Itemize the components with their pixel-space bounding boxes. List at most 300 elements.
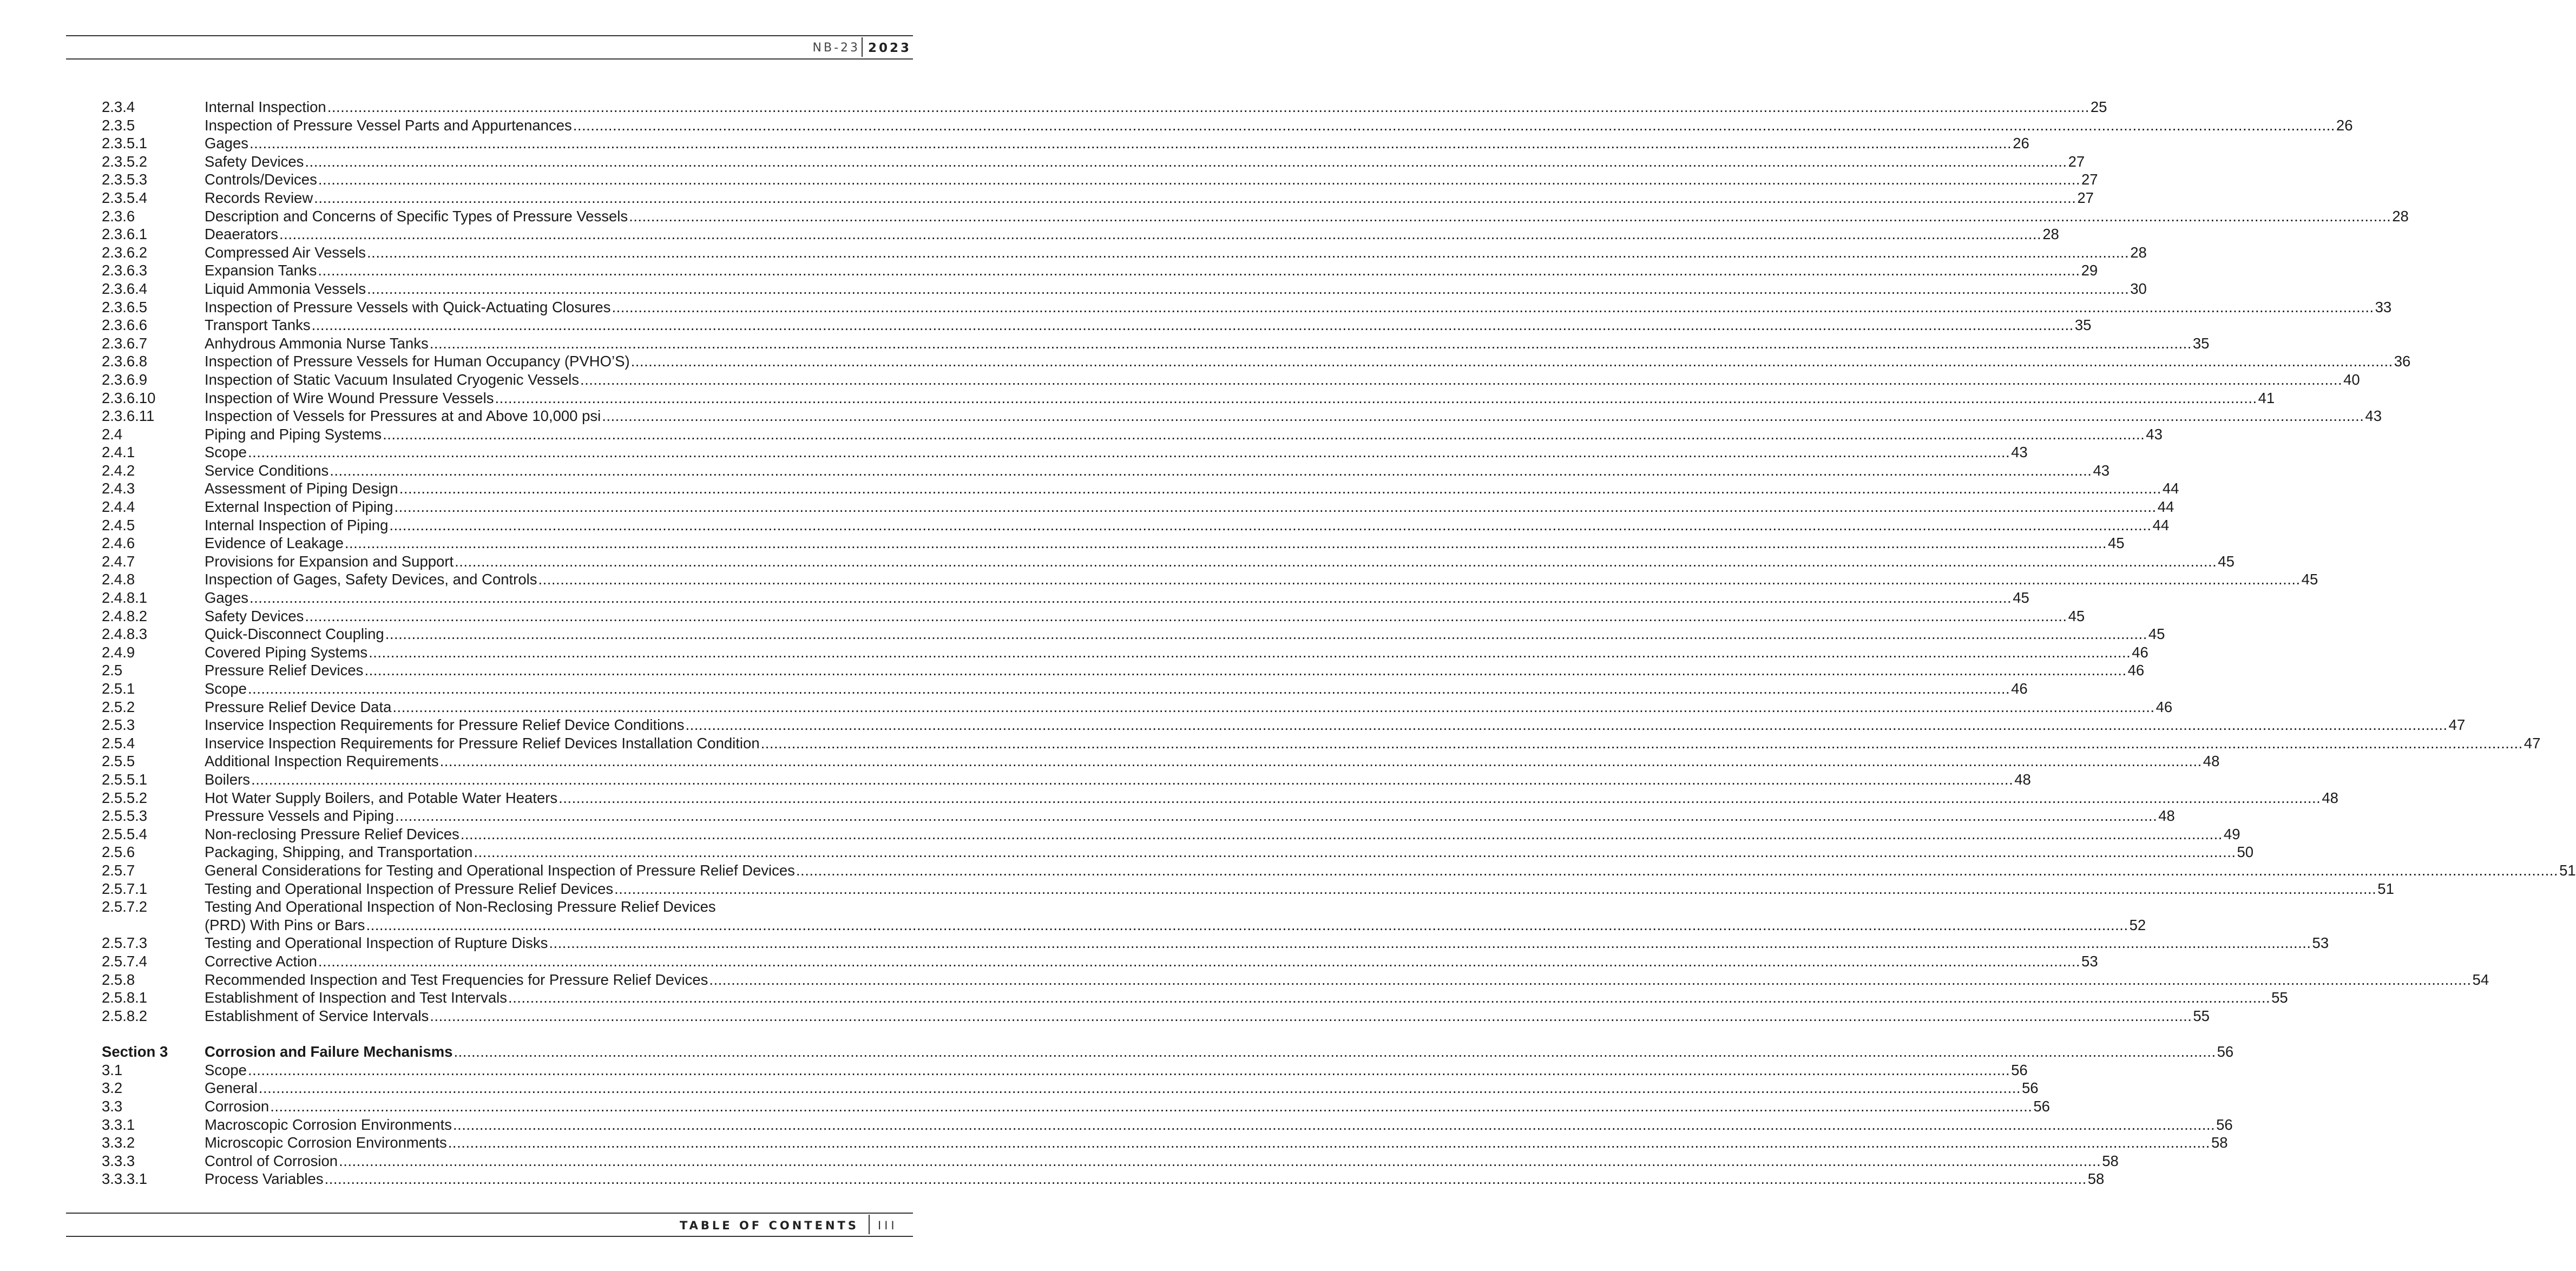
- toc-entry-number: 2.3.6.11: [102, 407, 155, 425]
- toc-entry-title-wrap: [205, 189, 2094, 207]
- toc-entry-page: 43: [2011, 444, 2028, 461]
- toc-entry[interactable]: [102, 734, 2541, 753]
- document-code: NB-23: [812, 41, 860, 55]
- toc-entry[interactable]: [102, 898, 2146, 934]
- toc-leader-dots: ................................................................................................................................................................................................................................................................................................................................................................................................................: [247, 444, 2010, 461]
- toc-entry-title-wrap: [205, 352, 2411, 371]
- toc-entry-page: 27: [2077, 189, 2094, 206]
- toc-entry-number: 2.3.6.3: [102, 262, 148, 279]
- toc-entry-page: 45: [2148, 625, 2165, 643]
- toc-entry-title-wrap: [205, 462, 2110, 480]
- toc-leader-dots: ................................................................................................................................................................................................................................................................................................................................................................................................................: [318, 262, 2080, 279]
- footer-separator: [869, 1215, 870, 1234]
- toc-entry[interactable]: [102, 98, 2107, 116]
- toc-entry-title: Gages: [205, 589, 249, 607]
- header-separator: [862, 37, 863, 57]
- toc-entry[interactable]: [102, 371, 2360, 389]
- toc-entry-title-wrap: [205, 98, 2107, 116]
- toc-entry[interactable]: [102, 752, 2220, 770]
- toc-entry-number: 2.5.8: [102, 971, 135, 988]
- toc-entry[interactable]: [102, 243, 2147, 262]
- toc-entry-title: Compressed Air Vessels: [205, 243, 366, 261]
- toc-entry-title: Internal Inspection of Piping: [205, 516, 389, 534]
- toc-entry-title-wrap: [205, 134, 2029, 153]
- toc-entry-page: 26: [2336, 116, 2353, 134]
- toc-leader-dots: ................................................................................................................................................................................................................................................................................................................................................................................................................: [538, 571, 2301, 588]
- table-of-contents: [102, 98, 2576, 1188]
- toc-entry[interactable]: [102, 534, 2125, 552]
- toc-entry[interactable]: [102, 225, 2059, 243]
- toc-entry[interactable]: [102, 825, 2240, 844]
- toc-entry-title: Scope: [205, 444, 247, 461]
- toc-entry[interactable]: [102, 498, 2174, 516]
- toc-entry-title-wrap: [205, 425, 2163, 444]
- toc-entry-title: Inspection of Gages, Safety Devices, and Controls: [205, 571, 537, 588]
- toc-entry-page: 46: [2127, 662, 2145, 679]
- toc-entry-number: 2.5.5: [102, 753, 135, 770]
- toc-entry-title: Piping and Piping Systems: [205, 425, 382, 443]
- toc-entry-title-wrap: [205, 516, 2170, 535]
- toc-entry-title: Service Conditions: [205, 462, 329, 479]
- toc-entry[interactable]: [102, 570, 2318, 589]
- toc-entry-title: Safety Devices: [205, 607, 304, 624]
- toc-leader-dots: ................................................................................................................................................................................................................................................................................................................................................................................................................: [612, 298, 2374, 315]
- toc-entry-number: 2.4.8.3: [102, 625, 148, 643]
- toc-entry-number: 3.1: [102, 1061, 123, 1078]
- toc-entry-title-wrap: [205, 116, 2353, 135]
- toc-entry-title: Assessment of Piping Design: [205, 480, 398, 497]
- toc-entry-page: 25: [2090, 98, 2107, 115]
- toc-leader-dots: ................................................................................................................................................................................................................................................................................................................................................................................................................: [392, 698, 2155, 715]
- toc-leader-dots: ................................................................................................................................................................................................................................................................................................................................................................................................................: [270, 1098, 2033, 1115]
- toc-entry-number: 3.3.3: [102, 1152, 135, 1169]
- toc-entry[interactable]: [102, 389, 2275, 407]
- toc-entry-title: Scope: [205, 680, 247, 697]
- toc-entry-page: 40: [2343, 371, 2360, 388]
- toc-entry[interactable]: [102, 407, 2382, 425]
- toc-leader-dots: ................................................................................................................................................................................................................................................................................................................................................................................................................: [508, 989, 2271, 1006]
- toc-entry-number: 2.5.1: [102, 680, 135, 697]
- toc-entry-page: 28: [2042, 226, 2059, 243]
- toc-leader-dots: ................................................................................................................................................................................................................................................................................................................................................................................................................: [399, 480, 2161, 497]
- toc-entry-number: 3.3.1: [102, 1116, 135, 1133]
- toc-entry-title: Anhydrous Ammonia Nurse Tanks: [205, 334, 429, 352]
- toc-leader-dots: ................................................................................................................................................................................................................................................................................................................................................................................................................: [258, 1079, 2021, 1097]
- toc-entry[interactable]: [102, 1152, 2119, 1170]
- toc-entry-title-wrap: [205, 661, 2145, 680]
- toc-leader-dots: ................................................................................................................................................................................................................................................................................................................................................................................................................: [318, 171, 2081, 188]
- toc-entry-page: 26: [2013, 135, 2029, 152]
- toc-entry-title: Inspection of Pressure Vessels with Quick-Actuating Closures: [205, 298, 611, 315]
- toc-entry-number: 2.4.8.2: [102, 607, 148, 624]
- toc-entry-page: 56: [2216, 1116, 2233, 1133]
- toc-entry-page: 45: [2108, 535, 2125, 552]
- toc-entry-page: 27: [2081, 171, 2098, 188]
- toc-entry-number: 2.5.7.4: [102, 952, 148, 970]
- toc-leader-dots: ................................................................................................................................................................................................................................................................................................................................................................................................................: [455, 552, 2217, 570]
- toc-entry-title-wrap: [205, 752, 2220, 770]
- toc-entry[interactable]: [102, 261, 2098, 280]
- toc-entry-title: Inspection of Vessels for Pressures at and Above 10,000 psi: [205, 407, 601, 425]
- toc-leader-dots: ................................................................................................................................................................................................................................................................................................................................................................................................................: [389, 516, 2152, 534]
- toc-entry-title: Safety Devices: [205, 153, 304, 170]
- toc-entry-title-wrap: [205, 534, 2125, 552]
- footer-label: TABLE OF CONTENTS: [679, 1219, 859, 1232]
- toc-entry-title: Corrosion: [205, 1098, 270, 1115]
- toc-entry-title-wrap: [205, 1152, 2119, 1170]
- toc-entry-title-wrap: [205, 1116, 2233, 1134]
- footer-rule-bottom: [66, 1236, 913, 1237]
- toc-entry-title: Liquid Ammonia Vessels: [205, 280, 366, 297]
- toc-entry-title-wrap: [205, 698, 2173, 716]
- toc-entry-title-wrap: [205, 643, 2148, 662]
- toc-entry-page: 45: [2301, 571, 2318, 588]
- toc-entry-title: Non-reclosing Pressure Relief Devices: [205, 825, 459, 842]
- toc-leader-dots: ................................................................................................................................................................................................................................................................................................................................................................................................................: [249, 589, 2012, 607]
- toc-leader-dots: ................................................................................................................................................................................................................................................................................................................................................................................................................: [430, 1007, 2192, 1024]
- toc-leader-dots: ................................................................................................................................................................................................................................................................................................................................................................................................................: [454, 1043, 2216, 1061]
- toc-entry[interactable]: [102, 479, 2179, 498]
- toc-entry-title-wrap: [205, 625, 2165, 643]
- toc-entry-page: 50: [2237, 844, 2254, 861]
- toc-entry-page: 51: [2377, 880, 2394, 897]
- toc-leader-dots: ................................................................................................................................................................................................................................................................................................................................................................................................................: [573, 116, 2335, 134]
- toc-leader-dots: ................................................................................................................................................................................................................................................................................................................................................................................................................: [279, 226, 2042, 243]
- toc-entry[interactable]: [102, 1007, 2210, 1025]
- toc-entry[interactable]: [102, 680, 2028, 698]
- toc-entry-number: 2.4: [102, 425, 123, 443]
- toc-entry-number: 2.3.5.1: [102, 135, 148, 152]
- toc-entry[interactable]: [102, 770, 2031, 789]
- toc-entry-title: General Considerations for Testing and Operational Inspection of Pressure Relief Devices: [205, 861, 795, 879]
- header-rule-bottom: [66, 58, 913, 60]
- toc-entry-page: 33: [2375, 298, 2392, 315]
- toc-entry-number: 3.3: [102, 1098, 123, 1115]
- toc-leader-dots: ................................................................................................................................................................................................................................................................................................................................................................................................................: [251, 770, 2014, 788]
- toc-entry[interactable]: [102, 425, 2163, 444]
- toc-leader-dots: ................................................................................................................................................................................................................................................................................................................................................................................................................: [247, 680, 2010, 697]
- toc-entry-title-wrap: [205, 861, 2576, 880]
- toc-entry[interactable]: [102, 443, 2028, 462]
- toc-entry-number: 3.2: [102, 1079, 123, 1097]
- toc-entry-number: 2.4.1: [102, 444, 135, 461]
- toc-leader-dots: ................................................................................................................................................................................................................................................................................................................................................................................................................: [385, 625, 2147, 643]
- toc-entry-title-wrap: [205, 789, 2338, 807]
- toc-entry[interactable]: [102, 280, 2147, 298]
- toc-entry-number: 3.3.2: [102, 1134, 135, 1151]
- toc-entry[interactable]: [102, 334, 2210, 353]
- toc-entry-number: 2.3.6.7: [102, 334, 148, 352]
- toc-entry-title: Gages: [205, 135, 249, 152]
- toc-entry-title-wrap: [205, 334, 2210, 353]
- toc-entry-page: 55: [2271, 989, 2288, 1006]
- toc-entry-title-wrap: [205, 589, 2029, 607]
- toc-entry-title: Controls/Devices: [205, 171, 317, 188]
- toc-entry-title: Boilers: [205, 770, 251, 788]
- toc-entry[interactable]: [102, 661, 2145, 680]
- toc-entry-page: 45: [2218, 552, 2235, 570]
- toc-entry-title: Pressure Relief Devices: [205, 662, 364, 679]
- toc-entry[interactable]: [102, 1134, 2228, 1152]
- toc-leader-dots: ................................................................................................................................................................................................................................................................................................................................................................................................................: [369, 643, 2131, 661]
- toc-entry-title: Macroscopic Corrosion Environments: [205, 1116, 452, 1133]
- toc-entry-title-wrap: [205, 1079, 2039, 1097]
- toc-leader-dots: ................................................................................................................................................................................................................................................................................................................................................................................................................: [429, 334, 2192, 352]
- toc-entry[interactable]: [102, 934, 2329, 952]
- toc-leader-dots: ................................................................................................................................................................................................................................................................................................................................................................................................................: [474, 844, 2236, 861]
- toc-entry-page: 58: [2102, 1152, 2119, 1169]
- toc-leader-dots: ................................................................................................................................................................................................................................................................................................................................................................................................................: [344, 535, 2107, 552]
- toc-entry-title: General: [205, 1079, 258, 1097]
- toc-entry-title-wrap: [205, 734, 2541, 753]
- toc-entry-title: Establishment of Service Intervals: [205, 1007, 429, 1024]
- toc-entry-title: Internal Inspection: [205, 98, 326, 115]
- toc-entry[interactable]: [102, 1079, 2039, 1097]
- toc-entry-title-wrap: [205, 570, 2318, 589]
- toc-entry[interactable]: [102, 1061, 2028, 1079]
- toc-entry-title: Testing and Operational Inspection of Pressure Relief Devices: [205, 880, 614, 897]
- toc-entry-title-wrap: [205, 1170, 2105, 1188]
- toc-entry[interactable]: [102, 462, 2110, 480]
- toc-leader-dots: ................................................................................................................................................................................................................................................................................................................................................................................................................: [339, 1152, 2101, 1169]
- toc-entry-page: 43: [2365, 407, 2382, 425]
- toc-entry-title-wrap: [205, 153, 2085, 171]
- toc-entry-title-line2-wrap: [205, 916, 2146, 934]
- toc-entry-number: 2.5.7.3: [102, 934, 148, 952]
- toc-leader-dots: ................................................................................................................................................................................................................................................................................................................................................................................................................: [460, 825, 2223, 842]
- toc-entry-number: 2.3.5.3: [102, 171, 148, 188]
- toc-entry-title: Additional Inspection Requirements: [205, 753, 439, 770]
- toc-entry-page: 58: [2087, 1170, 2105, 1188]
- toc-leader-dots: ................................................................................................................................................................................................................................................................................................................................................................................................................: [452, 1116, 2216, 1133]
- toc-entry-number: 2.3.6.6: [102, 317, 148, 334]
- toc-leader-dots: ................................................................................................................................................................................................................................................................................................................................................................................................................: [249, 135, 2012, 152]
- toc-entry[interactable]: [102, 189, 2094, 207]
- toc-entry[interactable]: [102, 207, 2409, 226]
- toc-leader-dots: ................................................................................................................................................................................................................................................................................................................................................................................................................: [367, 280, 2130, 297]
- toc-leader-dots: ................................................................................................................................................................................................................................................................................................................................................................................................................: [305, 153, 2067, 170]
- toc-entry[interactable]: [102, 843, 2254, 861]
- toc-leader-dots: ................................................................................................................................................................................................................................................................................................................................................................................................................: [247, 1061, 2010, 1078]
- page-number: III: [878, 1219, 898, 1232]
- toc-entry-title: Packaging, Shipping, and Transportation: [205, 844, 473, 861]
- toc-entry[interactable]: [102, 298, 2392, 317]
- toc-entry-number: 2.5.3: [102, 716, 135, 734]
- toc-entry-number: 2.4.5: [102, 516, 135, 534]
- toc-leader-dots: ................................................................................................................................................................................................................................................................................................................................................................................................................: [580, 371, 2343, 388]
- toc-entry-title-wrap: [205, 770, 2031, 789]
- toc-entry-title-wrap: [205, 880, 2394, 898]
- toc-entry-number: 2.4.7: [102, 552, 135, 570]
- toc-entry[interactable]: [102, 589, 2029, 607]
- toc-entry-page: 27: [2068, 153, 2085, 170]
- toc-entry-title: Hot Water Supply Boilers, and Potable Water Heaters: [205, 789, 558, 806]
- toc-entry-title-wrap: [205, 298, 2392, 317]
- toc-entry-page: 46: [2156, 698, 2173, 715]
- toc-entry-title: Corrosion and Failure Mechanisms: [205, 1043, 453, 1061]
- toc-leader-dots: ................................................................................................................................................................................................................................................................................................................................................................................................................: [602, 407, 2364, 425]
- toc-entry-number: 2.5.8.2: [102, 1007, 148, 1024]
- toc-section-entry[interactable]: [102, 1043, 2234, 1061]
- toc-entry-page: 44: [2157, 498, 2174, 516]
- toc-entry-page: 45: [2013, 589, 2029, 607]
- toc-entry[interactable]: [102, 352, 2411, 371]
- toc-entry-title: Pressure Vessels and Piping: [205, 807, 395, 825]
- toc-entry[interactable]: [102, 134, 2029, 153]
- toc-entry[interactable]: [102, 971, 2489, 989]
- toc-entry-page: 55: [2193, 1007, 2210, 1024]
- toc-entry-page: 28: [2130, 243, 2147, 261]
- toc-entry-page: 54: [2472, 971, 2489, 988]
- toc-entry[interactable]: [102, 116, 2353, 135]
- toc-entry-title: Establishment of Inspection and Test Intervals: [205, 989, 507, 1006]
- toc-entry-title: Inspection of Pressure Vessel Parts and Appurtenances: [205, 116, 572, 134]
- toc-entry-number: 2.4.3: [102, 480, 135, 497]
- toc-entry-page: 47: [2524, 734, 2541, 752]
- toc-entry-title: External Inspection of Piping: [205, 498, 393, 516]
- toc-entry-title: Transport Tanks: [205, 317, 311, 334]
- toc-leader-dots: ................................................................................................................................................................................................................................................................................................................................................................................................................: [395, 807, 2158, 825]
- toc-entry-number: 2.3.6: [102, 207, 135, 225]
- toc-leader-dots: ................................................................................................................................................................................................................................................................................................................................................................................................................: [311, 317, 2074, 334]
- toc-leader-dots: ................................................................................................................................................................................................................................................................................................................................................................................................................: [709, 971, 2472, 988]
- toc-entry[interactable]: [102, 716, 2466, 734]
- toc-leader-dots: ................................................................................................................................................................................................................................................................................................................................................................................................................: [760, 734, 2523, 752]
- toc-entry-title-wrap: [205, 825, 2240, 844]
- toc-entry-number: 2.3.6.4: [102, 280, 148, 297]
- toc-entry-number: 2.3.6.8: [102, 353, 148, 370]
- toc-leader-dots: ................................................................................................................................................................................................................................................................................................................................................................................................................: [685, 716, 2448, 734]
- toc-entry-title-wrap: [205, 498, 2174, 516]
- toc-entry-title-wrap: [205, 952, 2098, 971]
- toc-entry-title: Scope: [205, 1061, 247, 1078]
- toc-entry[interactable]: [102, 516, 2170, 535]
- toc-entry-title: Description and Concerns of Specific Types of Pressure Vessels: [205, 207, 628, 225]
- toc-entry-page: 43: [2146, 425, 2163, 443]
- toc-entry-page: 48: [2158, 807, 2175, 825]
- toc-entry-page: 35: [2192, 334, 2210, 352]
- toc-entry-title-wrap: [205, 607, 2085, 625]
- toc-entry[interactable]: [102, 552, 2235, 571]
- toc-entry-title-continued: (PRD) With Pins or Bars: [205, 916, 365, 933]
- toc-entry-title: Testing and Operational Inspection of Rupture Disks: [205, 934, 548, 952]
- toc-entry-number: 2.4.9: [102, 643, 135, 661]
- toc-entry-number: 2.3.5: [102, 116, 135, 134]
- toc-entry-page: 52: [2129, 916, 2146, 933]
- toc-entry-page: 49: [2223, 825, 2240, 842]
- toc-entry-title-wrap: [205, 843, 2254, 861]
- toc-entry-page: 35: [2074, 317, 2092, 334]
- toc-entry[interactable]: [102, 861, 2576, 880]
- toc-entry[interactable]: [102, 153, 2085, 171]
- toc-entry-title: Inspection of Wire Wound Pressure Vessels: [205, 389, 494, 406]
- toc-entry-number: 2.3.4: [102, 98, 135, 115]
- toc-entry-page: 53: [2081, 952, 2098, 970]
- toc-entry[interactable]: [102, 607, 2085, 625]
- toc-entry-title-wrap: [205, 680, 2028, 698]
- toc-entry-title: Control of Corrosion: [205, 1152, 338, 1169]
- toc-entry-title: Corrective Action: [205, 952, 317, 970]
- toc-entry-title: Deaerators: [205, 226, 279, 243]
- toc-entry[interactable]: [102, 316, 2092, 334]
- toc-entry-title-wrap: [205, 243, 2147, 262]
- toc-entry[interactable]: [102, 698, 2173, 716]
- toc-entry-page: 28: [2392, 207, 2409, 225]
- toc-entry[interactable]: [102, 807, 2175, 825]
- toc-entry[interactable]: [102, 1097, 2050, 1116]
- header-rule-top: [66, 35, 913, 36]
- toc-entry-title-wrap: [205, 934, 2329, 952]
- toc-entry-title: Records Review: [205, 189, 313, 206]
- toc-entry-page: 56: [2011, 1061, 2028, 1078]
- toc-leader-dots: ................................................................................................................................................................................................................................................................................................................................................................................................................: [305, 607, 2067, 624]
- toc-entry[interactable]: [102, 170, 2098, 189]
- toc-entry-title: Testing And Operational Inspection of Non-Reclosing Pressure Relief Devices: [205, 898, 716, 916]
- toc-entry-page: 29: [2081, 262, 2098, 279]
- toc-leader-dots: ................................................................................................................................................................................................................................................................................................................................................................................................................: [495, 389, 2257, 406]
- toc-entry[interactable]: [102, 1116, 2233, 1134]
- toc-entry-page: 44: [2152, 516, 2170, 534]
- toc-entry-number: 2.4.8: [102, 571, 135, 588]
- toc-leader-dots: ................................................................................................................................................................................................................................................................................................................................................................................................................: [614, 880, 2377, 897]
- toc-entry-title-wrap: [205, 316, 2092, 334]
- toc-leader-dots: ................................................................................................................................................................................................................................................................................................................................................................................................................: [394, 498, 2157, 516]
- toc-entry-title-wrap: [205, 807, 2175, 825]
- toc-entry-title-wrap: [205, 1097, 2050, 1116]
- toc-entry-title-wrap: [205, 898, 2146, 934]
- toc-entry-title-wrap: [205, 407, 2382, 425]
- toc-entry-number: Section 3: [102, 1043, 168, 1061]
- toc-entry-title-wrap: [205, 552, 2235, 571]
- toc-entry-page: 48: [2014, 770, 2031, 788]
- toc-entry-page: 51: [2559, 861, 2576, 879]
- toc-entry[interactable]: [102, 880, 2394, 898]
- toc-entry[interactable]: [102, 989, 2288, 1007]
- toc-entry-number: 2.3.5.4: [102, 189, 148, 206]
- toc-entry-number: 2.5.2: [102, 698, 135, 715]
- toc-entry-number: 2.3.6.10: [102, 389, 156, 406]
- toc-entry-title-wrap: [205, 989, 2288, 1007]
- toc-entry-page: 46: [2132, 643, 2148, 661]
- toc-entry-title: Covered Piping Systems: [205, 643, 368, 661]
- toc-entry-number: 2.5.7: [102, 861, 135, 879]
- toc-entry-page: 30: [2130, 280, 2147, 297]
- toc-entry[interactable]: [102, 643, 2148, 662]
- toc-entry-page: 48: [2322, 789, 2338, 806]
- toc-entry-title-wrap: [205, 971, 2489, 989]
- toc-entry-page: 36: [2394, 353, 2411, 370]
- toc-entry-number: 2.4.8.1: [102, 589, 148, 607]
- toc-entry[interactable]: [102, 789, 2338, 807]
- toc-entry[interactable]: [102, 952, 2098, 971]
- toc-leader-dots: ................................................................................................................................................................................................................................................................................................................................................................................................................: [366, 916, 2128, 933]
- toc-entry-title-wrap: [205, 1007, 2210, 1025]
- toc-entry-number: 2.4.2: [102, 462, 135, 479]
- toc-entry-title-wrap: [205, 371, 2360, 389]
- toc-leader-dots: ................................................................................................................................................................................................................................................................................................................................................................................................................: [796, 861, 2559, 879]
- toc-entry[interactable]: [102, 1170, 2105, 1188]
- toc-entry-title: Expansion Tanks: [205, 262, 317, 279]
- toc-entry-title: Inservice Inspection Requirements for Pressure Relief Devices Installation Condition: [205, 734, 760, 752]
- toc-leader-dots: ................................................................................................................................................................................................................................................................................................................................................................................................................: [448, 1134, 2210, 1151]
- toc-entry-page: 43: [2093, 462, 2110, 479]
- toc-leader-dots: ................................................................................................................................................................................................................................................................................................................................................................................................................: [383, 425, 2145, 443]
- toc-entry-title: Pressure Relief Device Data: [205, 698, 392, 715]
- toc-entry[interactable]: [102, 625, 2165, 643]
- toc-entry-number: 2.3.6.9: [102, 371, 148, 388]
- toc-entry-number: 2.4.6: [102, 535, 135, 552]
- toc-leader-dots: ................................................................................................................................................................................................................................................................................................................................................................................................................: [314, 189, 2076, 206]
